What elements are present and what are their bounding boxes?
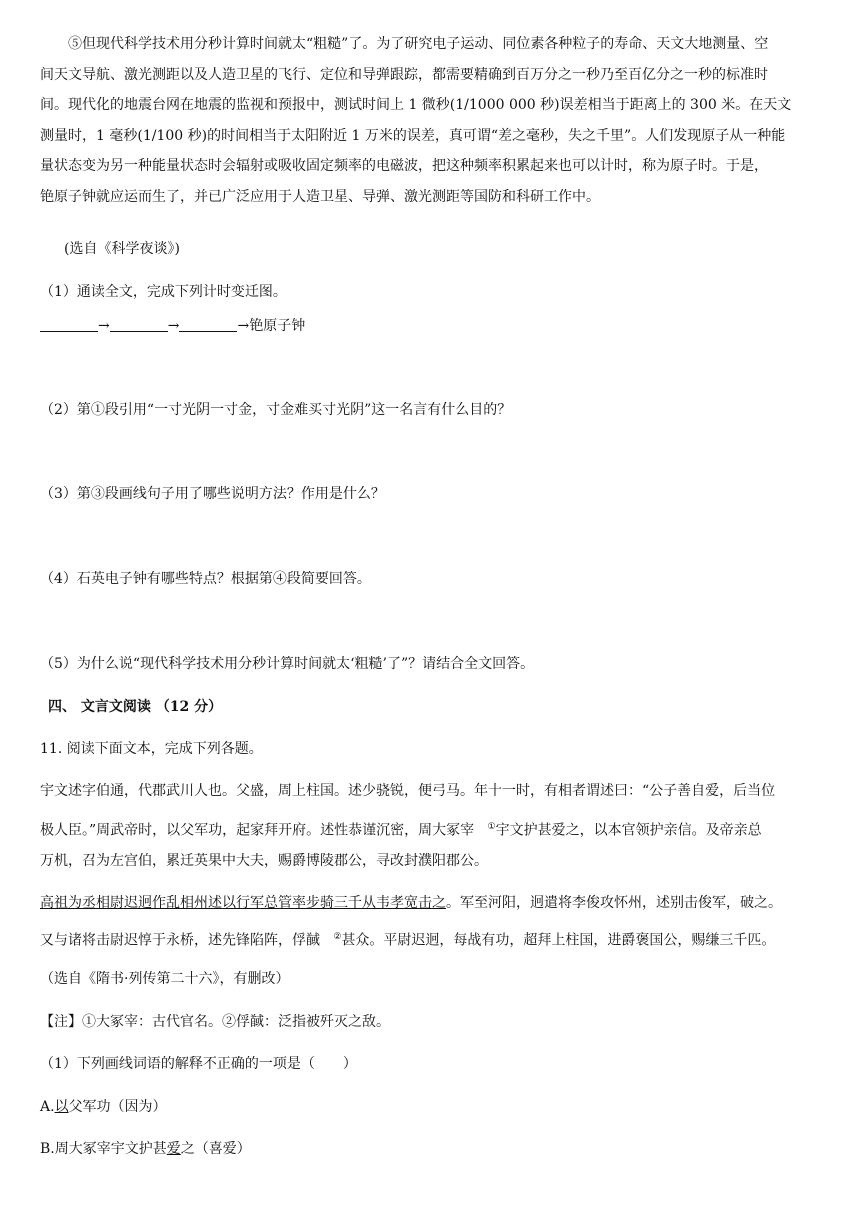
option-a[interactable]: A.以父军功（因为）	[40, 1099, 167, 1115]
classical-p2-line-2: 又与诸将击尉迟惇于永桥，述先锋陷阵，俘馘 ②甚众。平尉迟迥，每战有功，超拜上柱国，进爵褒国公，赐缣三千匹。	[40, 932, 776, 949]
timeline-diagram	[40, 316, 305, 336]
question-5: （5）为什么说“现代科学技术用分秒计算时间就太‘粗糙’了”？请结合全文回答。	[40, 656, 535, 672]
question-11: 11. 阅读下面文本，完成下列各题。	[40, 741, 263, 757]
p5-line-3: 间。现代化的地震台网在地震的监视和预报中，测试时间上 1 微秒(1/1000 000 秒)误差相当于距离上的 300 米。在天文	[40, 97, 792, 113]
classical-p2-line-1: 高祖为丞相尉迟迥作乱相州述以行军总管率步骑三千从韦孝宽击之。军至河阳，迥遣将李俊攻怀州，述别击俊军，破之。	[40, 895, 782, 911]
classical-note: 【注】①大冢宰：古代官名。②俘馘：泛指被歼灭之敌。	[40, 1014, 390, 1030]
question-1: （1）通读全文，完成下列计时变迁图。	[40, 284, 287, 300]
timeline-end: 铯原子钟	[249, 318, 306, 334]
arrow-icon: →	[98, 318, 110, 334]
note-mark-1: ①	[487, 822, 496, 832]
underlined-sentence: 高祖为丞相尉迟迥作乱相州述以行军总管率步骑三千从韦孝宽击之	[40, 895, 446, 911]
note-mark-2: ②	[333, 932, 342, 942]
section-heading: 四、 文言文阅读 （12 分）	[48, 699, 223, 715]
p5-line-1: ⑤但现代科学技术用分秒计算时间就太“粗糙”了。为了研究电子运动、同位素各种粒子的寿命、天文大地测量、空	[68, 36, 769, 52]
question-2: （2）第①段引用“一寸光阴一寸金，寸金难买寸光阴”这一名言有什么目的？	[40, 402, 512, 418]
p5-line-5: 量状态变为另一种能量状态时会辐射或吸收固定频率的电磁波，把这种频率积累起来也可以计时，称为原子时。于是，	[40, 158, 768, 174]
arrow-icon: →	[237, 318, 250, 334]
option-b[interactable]: B.周大冢宰宇文护甚爱之（喜爱）	[40, 1141, 251, 1157]
p5-line-4: 测量时，1 毫秒(1/100 秒)的时间相当于太阳附近 1 万米的误差，真可谓“差之毫秒，失之千里”。人们发现原子从一种能	[40, 127, 786, 144]
p5-line-6: 铯原子钟就应运而生了，并已广泛应用于人造卫星、导弹、激光测距等国防和科研工作中。	[40, 188, 600, 205]
p5-line-2: 间天文导航、激光测距以及人造卫星的飞行、定位和导弹跟踪，都需要精确到百万分之一秒乃至百亿分之一秒的标准时	[40, 66, 768, 83]
timeline-blank-1[interactable]	[40, 317, 98, 332]
p5-source: (选自《科学夜谈》)	[64, 241, 180, 257]
question-3: （3）第③段画线句子用了哪些说明方法？作用是什么？	[40, 486, 385, 502]
timeline-blank-2[interactable]	[110, 317, 168, 332]
arrow-icon: →	[167, 318, 180, 334]
classical-p1-line-2: 极人臣。”周武帝时，以父军功，起家拜开府。述性恭谨沉密，周大冢宰 ①宇文护甚爱之，以本官领护亲信。及帝亲总	[40, 822, 762, 839]
timeline-blank-3[interactable]	[179, 317, 237, 332]
classical-p1-line-3: 万机，召为左宫伯，累迁英果中大夫，赐爵博陵郡公，寻改封濮阳郡公。	[40, 853, 488, 869]
classical-source: （选自《隋书·列传第二十六》，有删改）	[40, 971, 290, 987]
question-4: （4）石英电子钟有哪些特点？根据第④段简要回答。	[40, 571, 371, 587]
classical-p1-line-1: 宇文述字伯通，代郡武川人也。父盛，周上柱国。述少骁锐，便弓马。年十一时，有相者谓述曰：“公子善自爱，后当位	[40, 783, 776, 799]
paragraph-5	[40, 34, 830, 217]
sub-question-1: （1）下列画线词语的解释不正确的一项是（ ）	[40, 1056, 357, 1072]
